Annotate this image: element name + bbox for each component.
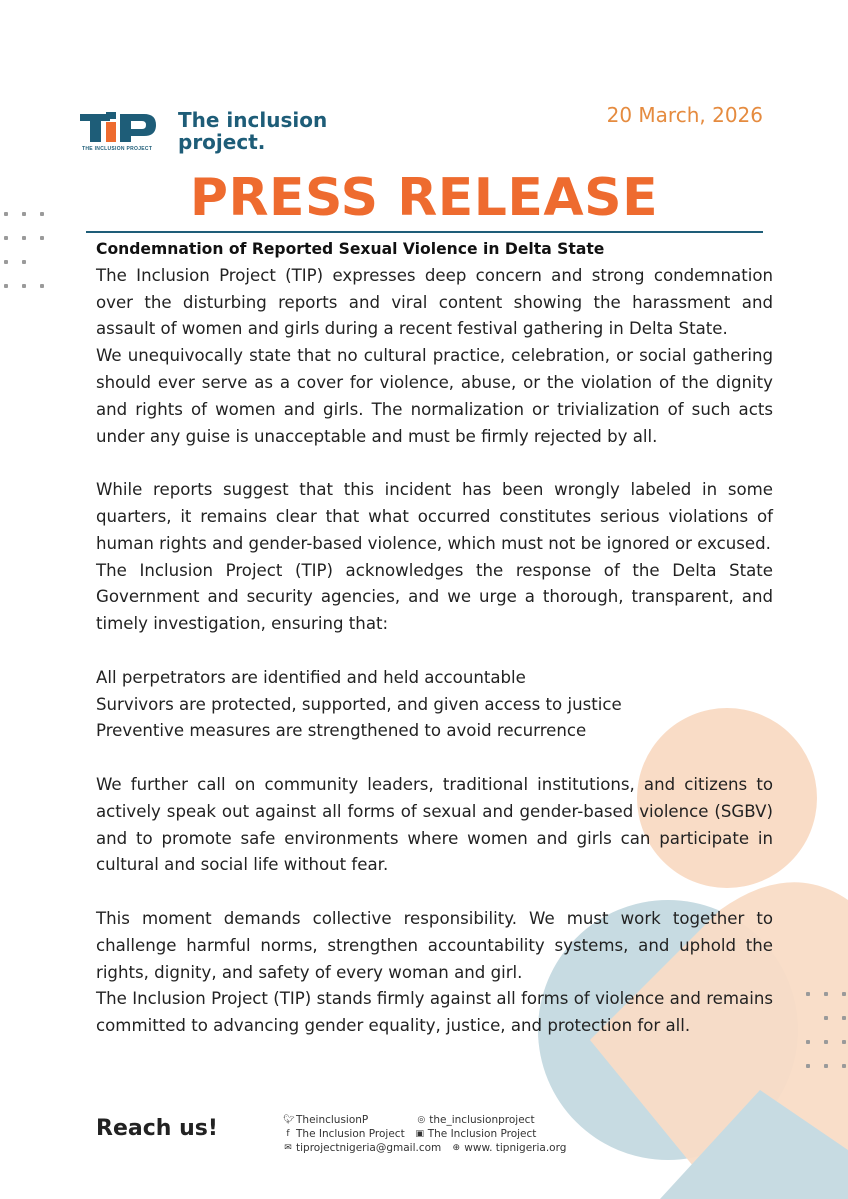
paragraph-3: While reports suggest that this incident has been wrongly labeled in some quarters, it remains clear that what occurred constitutes serious violations of human rights and gender-based violence, which must not be ignored or excused.	[96, 480, 773, 553]
twitter-icon: 🐦︎	[283, 1115, 295, 1125]
twitter-handle: TheinclusionP	[296, 1114, 369, 1126]
list-item: Preventive measures are strengthened to avoid recurrence	[96, 721, 587, 741]
paragraph-5: We further call on community leaders, traditional institutions, and citizens to actively speak out against all forms of sexual and gender-based violence (SGBV) and to promote safe environments where women and girls can participate in cultural and social life without fear.	[96, 774, 773, 875]
facebook-icon: f	[286, 1129, 290, 1139]
linkedin-link[interactable]	[415, 1127, 537, 1141]
instagram-link[interactable]	[416, 1113, 534, 1127]
list-item: All perpetrators are identified and held accountable	[96, 667, 526, 687]
email-link[interactable]	[283, 1141, 441, 1155]
email-address: tiprojectnigeria@gmail.com	[296, 1142, 442, 1154]
website-url: www. tipnigeria.org	[464, 1142, 567, 1154]
facebook-link[interactable]	[283, 1127, 405, 1141]
email-icon: ✉	[284, 1143, 292, 1153]
logo-wordmark-line2: project.	[178, 130, 266, 154]
release-date: 20 March, 2026	[606, 103, 763, 127]
demands-list	[96, 665, 773, 745]
facebook-handle: The Inclusion Project	[296, 1128, 405, 1140]
contact-block	[283, 1113, 566, 1155]
title-divider	[86, 231, 763, 233]
press-release-body	[96, 236, 773, 1040]
linkedin-handle: The Inclusion Project	[427, 1128, 537, 1140]
logo-tagline: THE INCLUSION PROJECT	[82, 146, 153, 152]
reach-us-label: Reach us!	[96, 1116, 218, 1141]
linkedin-icon: ▣	[415, 1129, 424, 1139]
website-link[interactable]	[451, 1141, 566, 1155]
paragraph-2: We unequivocally state that no cultural practice, celebration, or social gathering should ever serve as a cover for violence, abuse, or the violation of the dignity and rights of women and girls. The normalization or trivialization of such acts under any guise is unacceptable and must be firmly rejected by all.	[96, 346, 773, 446]
dot-grid-right	[806, 992, 846, 1068]
logo-wordmark-line1: The inclusion	[178, 108, 328, 132]
paragraph-7: The Inclusion Project (TIP) stands firmly against all forms of violence and remains committed to advancing gender equality, justice, and protection for all.	[96, 989, 773, 1036]
release-subtitle: Condemnation of Reported Sexual Violence in Delta State	[96, 240, 605, 258]
paragraph-6: This moment demands collective responsibility. We must work together to challenge harmful norms, strengthen accountability systems, and uphold the rights, dignity, and safety of every woman and girl.	[96, 908, 773, 982]
twitter-link[interactable]	[283, 1113, 368, 1127]
tip-logo	[80, 106, 330, 156]
paragraph-1: The Inclusion Project (TIP) expresses deep concern and strong condemnation over the disturbing reports and viral content showing the harassment and assault of women and girls during a recent festival gathering in Delta State.	[96, 265, 773, 339]
logo-wordmark	[178, 109, 327, 153]
instagram-handle: the_inclusionproject	[429, 1114, 535, 1126]
instagram-icon: ◎	[417, 1115, 426, 1125]
list-item: Survivors are protected, supported, and given access to justice	[96, 694, 622, 714]
page-title: PRESS RELEASE	[189, 168, 659, 228]
globe-icon: ⊕	[452, 1143, 461, 1153]
paragraph-4: The Inclusion Project (TIP) acknowledges the response of the Delta State Government and security agencies, and we urge a thorough, transparent, and timely investigation, ensuring that:	[96, 560, 773, 634]
